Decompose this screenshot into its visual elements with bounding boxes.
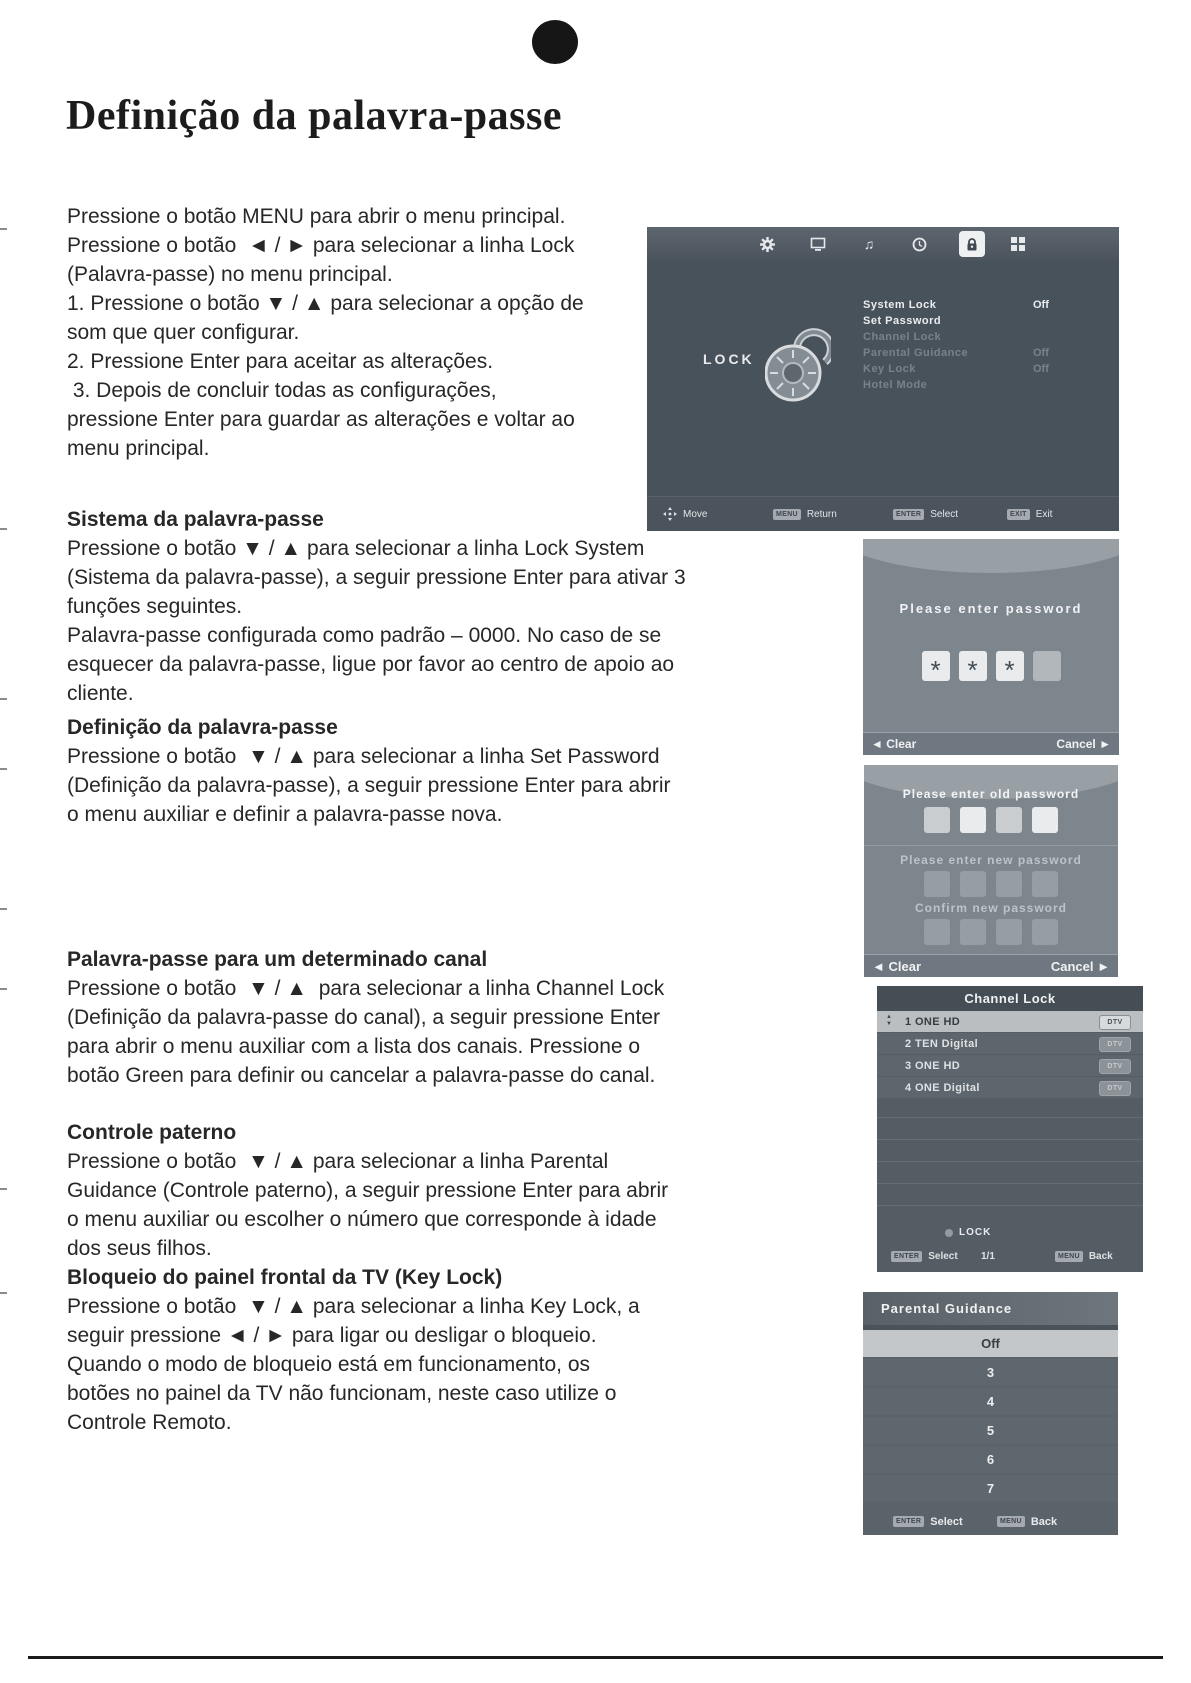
password-box-row	[863, 651, 1119, 681]
dialog-footer-bar	[864, 954, 1118, 977]
parental-guidance-dialog	[863, 1292, 1118, 1535]
dialog-sheen	[863, 539, 1119, 573]
text-line: botões no painel da TV não funcionam, neste caso utilize o	[67, 1382, 617, 1405]
password-box	[996, 651, 1024, 681]
new-password-label: Please enter new password	[900, 853, 1082, 867]
asterisk-glyph: *	[967, 655, 978, 681]
intro-paragraph	[67, 202, 584, 463]
return-label: Return	[806, 508, 837, 520]
text-line: Pressione o botão MENU para abrir o menu principal.	[67, 205, 566, 228]
text-line: Pressione o botão ▼ / ▲ para selecionar a linha Lock System	[67, 537, 645, 560]
select-hint	[893, 497, 958, 531]
text-line: (Definição da palavra-passe), a seguir pressione Enter para abrir	[67, 774, 671, 797]
dialog-title: Channel Lock	[877, 986, 1143, 1011]
asterisk-glyph: *	[930, 655, 941, 681]
text-line: Pressione o botão ▼ / ▲ para selecionar a linha Set Password	[67, 745, 660, 768]
menu-item-channel-lock: Channel Lock	[863, 331, 942, 343]
text-line: pressione Enter para guardar as alterações e voltar ao	[67, 408, 575, 431]
section-heading: Definição da palavra-passe	[67, 716, 338, 739]
scan-mark	[0, 768, 7, 770]
menu-key-badge: MENU	[1055, 1251, 1083, 1262]
dialog-footer-bar	[863, 732, 1119, 755]
lock-dot-icon	[945, 1229, 953, 1237]
password-box-empty	[1033, 651, 1061, 681]
dtv-badge: DTV	[1099, 1015, 1131, 1030]
channel-name: 4 ONE Digital	[905, 1081, 980, 1094]
back-label: Back	[1030, 1515, 1058, 1528]
menu-footer-bar	[647, 496, 1119, 531]
option-row: 3	[863, 1359, 1118, 1386]
change-password-dialog	[864, 765, 1118, 977]
text-line: (Palavra-passe) no menu principal.	[67, 263, 393, 286]
page-title: Definição da palavra-passe	[66, 93, 562, 140]
scan-mark	[0, 528, 7, 530]
password-box	[1032, 807, 1058, 833]
lock-indicator-label: LOCK	[959, 1227, 992, 1238]
channel-lock-dialog	[877, 986, 1143, 1272]
enter-key-badge: ENTER	[893, 509, 924, 520]
text-line: Pressione o botão ◄ / ► para selecionar a linha Lock	[67, 234, 575, 257]
password-box	[922, 651, 950, 681]
row-separator	[877, 1117, 1143, 1118]
select-hint	[893, 1508, 963, 1535]
back-label: Back	[1088, 1250, 1113, 1262]
menu-item-value: Off	[1033, 299, 1049, 311]
scan-mark	[0, 908, 7, 910]
text-line: Pressione o botão ▼ / ▲ para selecionar a linha Key Lock, a	[67, 1295, 640, 1318]
text-line: esquecer da palavra-passe, ligue por favor ao centro de apoio ao	[67, 653, 675, 676]
text-line: menu principal.	[67, 437, 210, 460]
cancel-hint	[1051, 959, 1110, 974]
menu-item-hotel-mode: Hotel Mode	[863, 379, 928, 391]
move-label: Move	[683, 508, 708, 520]
channel-name: 3 ONE HD	[905, 1059, 961, 1072]
back-hint	[1055, 1242, 1113, 1270]
text-line: Pressione o botão ▼ / ▲ para selecionar a linha Channel Lock	[67, 977, 665, 1000]
left-arrow-icon: ◄	[872, 958, 885, 974]
channel-row	[877, 1055, 1143, 1076]
channel-name: 2 TEN Digital	[905, 1037, 979, 1050]
dtv-badge: DTV	[1099, 1081, 1131, 1096]
text-line: 2. Pressione Enter para aceitar as alterações.	[67, 350, 494, 373]
divider	[864, 845, 1118, 846]
exit-label: Exit	[1035, 508, 1053, 520]
row-separator	[877, 1161, 1143, 1162]
dtv-badge: DTV	[1099, 1037, 1131, 1052]
exit-hint	[1007, 497, 1052, 531]
updown-selector-icon: ▲ ▼	[886, 1014, 893, 1027]
text-line: 1. Pressione o botão ▼ / ▲ para selecionar a opção de	[67, 292, 584, 315]
scan-mark	[0, 228, 7, 230]
menu-key-badge: MENU	[997, 1516, 1025, 1527]
return-hint	[773, 497, 837, 531]
back-hint	[997, 1508, 1057, 1535]
channel-row	[877, 1077, 1143, 1098]
select-label: Select	[928, 1250, 958, 1262]
password-box	[996, 871, 1022, 897]
dpad-icon	[663, 507, 677, 521]
text-line: Quando o modo de bloqueio está em funcionamento, os	[67, 1353, 591, 1376]
section-heading: Palavra-passe para um determinado canal	[67, 948, 488, 971]
password-box	[924, 807, 950, 833]
menu-item-value: Off	[1033, 347, 1049, 359]
password-box	[1032, 919, 1058, 945]
text-line: som que quer configurar.	[67, 321, 300, 344]
enter-key-badge: ENTER	[891, 1251, 922, 1262]
channel-row	[877, 1033, 1143, 1054]
confirm-password-boxes	[864, 919, 1118, 945]
old-password-boxes	[864, 807, 1118, 833]
option-row: 6	[863, 1446, 1118, 1473]
password-box	[996, 807, 1022, 833]
password-box	[960, 919, 986, 945]
password-box	[996, 919, 1022, 945]
option-row: 5	[863, 1417, 1118, 1444]
page-indicator: 1/1	[981, 1250, 995, 1262]
menu-item-value: Off	[1033, 363, 1049, 375]
text-line: botão Green para definir ou cancelar a palavra-passe do canal.	[67, 1064, 656, 1087]
enter-key-badge: ENTER	[893, 1516, 924, 1527]
text-line: (Sistema da palavra-passe), a seguir pressione Enter para ativar 3	[67, 566, 686, 589]
right-arrow-icon: ►	[1099, 737, 1111, 751]
row-separator	[877, 1139, 1143, 1140]
channel-row-selected	[877, 1011, 1143, 1032]
cancel-label: Cancel	[1056, 737, 1096, 751]
tv-screenshot-lock-menu	[647, 227, 1119, 531]
password-box	[960, 871, 986, 897]
menu-item-system-lock: System Lock	[863, 299, 937, 311]
clear-hint	[872, 959, 921, 974]
text-line: seguir pressione ◄ / ► para ligar ou desligar o bloqueio.	[67, 1324, 597, 1347]
select-hint	[891, 1242, 958, 1270]
section-lock-system	[67, 505, 686, 708]
old-password-label: Please enter old password	[902, 787, 1080, 801]
right-arrow-icon: ►	[1097, 958, 1110, 974]
text-line: Guidance (Controle paterno), a seguir pressione Enter para abrir	[67, 1179, 669, 1202]
scan-mark	[0, 698, 7, 700]
scan-mark	[0, 1188, 7, 1190]
section-heading: Controle paterno	[67, 1121, 237, 1144]
text-line: Pressione o botão ▼ / ▲ para selecionar a linha Parental	[67, 1150, 609, 1173]
dialog-title: Parental Guidance	[881, 1301, 1013, 1316]
section-heading: Bloqueio do painel frontal da TV (Key Lock)	[67, 1266, 503, 1289]
menu-key-badge: MENU	[773, 509, 801, 520]
text-line: o menu auxiliar ou escolher o número que corresponde à idade	[67, 1208, 657, 1231]
menu-item-parental-guidance: Parental Guidance	[863, 347, 969, 359]
channel-name: 1 ONE HD	[905, 1015, 961, 1028]
dtv-badge: DTV	[1099, 1059, 1131, 1074]
lock-indicator	[945, 1227, 991, 1238]
section-heading: Sistema da palavra-passe	[67, 508, 324, 531]
password-box	[924, 871, 950, 897]
password-box	[959, 651, 987, 681]
text-line: (Definição da palavra-passe do canal), a seguir pressione Enter	[67, 1006, 660, 1029]
text-line: dos seus filhos.	[67, 1237, 212, 1260]
exit-key-badge: EXIT	[1007, 509, 1030, 520]
menu-item-set-password: Set Password	[863, 315, 942, 327]
move-hint	[663, 497, 707, 531]
dialog-footer-bar	[863, 1508, 1118, 1535]
select-label: Select	[930, 1515, 963, 1528]
lock-section-label: LOCK	[703, 351, 755, 367]
clear-label: Clear	[888, 958, 922, 974]
cancel-label: Cancel	[1050, 958, 1094, 974]
section-set-password	[67, 713, 670, 829]
section-channel-lock	[67, 945, 664, 1090]
enter-password-dialog	[863, 539, 1119, 755]
page-marker-dot	[532, 20, 578, 64]
select-label: Select	[930, 508, 959, 520]
section-parental-guidance	[67, 1118, 668, 1263]
cancel-hint	[1056, 737, 1111, 751]
row-separator	[877, 1183, 1143, 1184]
scan-mark	[0, 988, 7, 990]
section-key-lock	[67, 1263, 640, 1437]
menu-item-key-lock: Key Lock	[863, 363, 916, 375]
new-password-boxes	[864, 871, 1118, 897]
option-row-selected: Off	[863, 1330, 1118, 1357]
lock-menu-list	[647, 227, 1119, 531]
text-line: cliente.	[67, 682, 134, 705]
left-arrow-icon: ◄	[871, 737, 883, 751]
clear-hint	[871, 737, 916, 751]
music-icon: ♫	[863, 236, 875, 252]
text-line: Controle Remoto.	[67, 1411, 232, 1434]
option-row: 4	[863, 1388, 1118, 1415]
text-line: 3. Depois de concluir todas as configurações,	[67, 379, 497, 402]
asterisk-glyph: *	[1004, 655, 1015, 681]
clear-label: Clear	[886, 737, 917, 751]
dialog-title: Please enter password	[899, 601, 1083, 616]
scan-mark	[0, 1292, 7, 1294]
text-line: para abrir o menu auxiliar com a lista dos canais. Pressione o	[67, 1035, 641, 1058]
confirm-password-label: Confirm new password	[914, 901, 1068, 915]
text-line: funções seguintes.	[67, 595, 243, 618]
dialog-footer-bar	[877, 1242, 1143, 1270]
text-line: o menu auxiliar e definir a palavra-passe nova.	[67, 803, 503, 826]
password-box	[1032, 871, 1058, 897]
option-row: 7	[863, 1475, 1118, 1502]
row-separator	[877, 1205, 1143, 1206]
page-bottom-rule	[28, 1656, 1163, 1659]
password-box	[924, 919, 950, 945]
password-box	[960, 807, 986, 833]
text-line: Palavra-passe configurada como padrão – 0000. No caso de se	[67, 624, 662, 647]
